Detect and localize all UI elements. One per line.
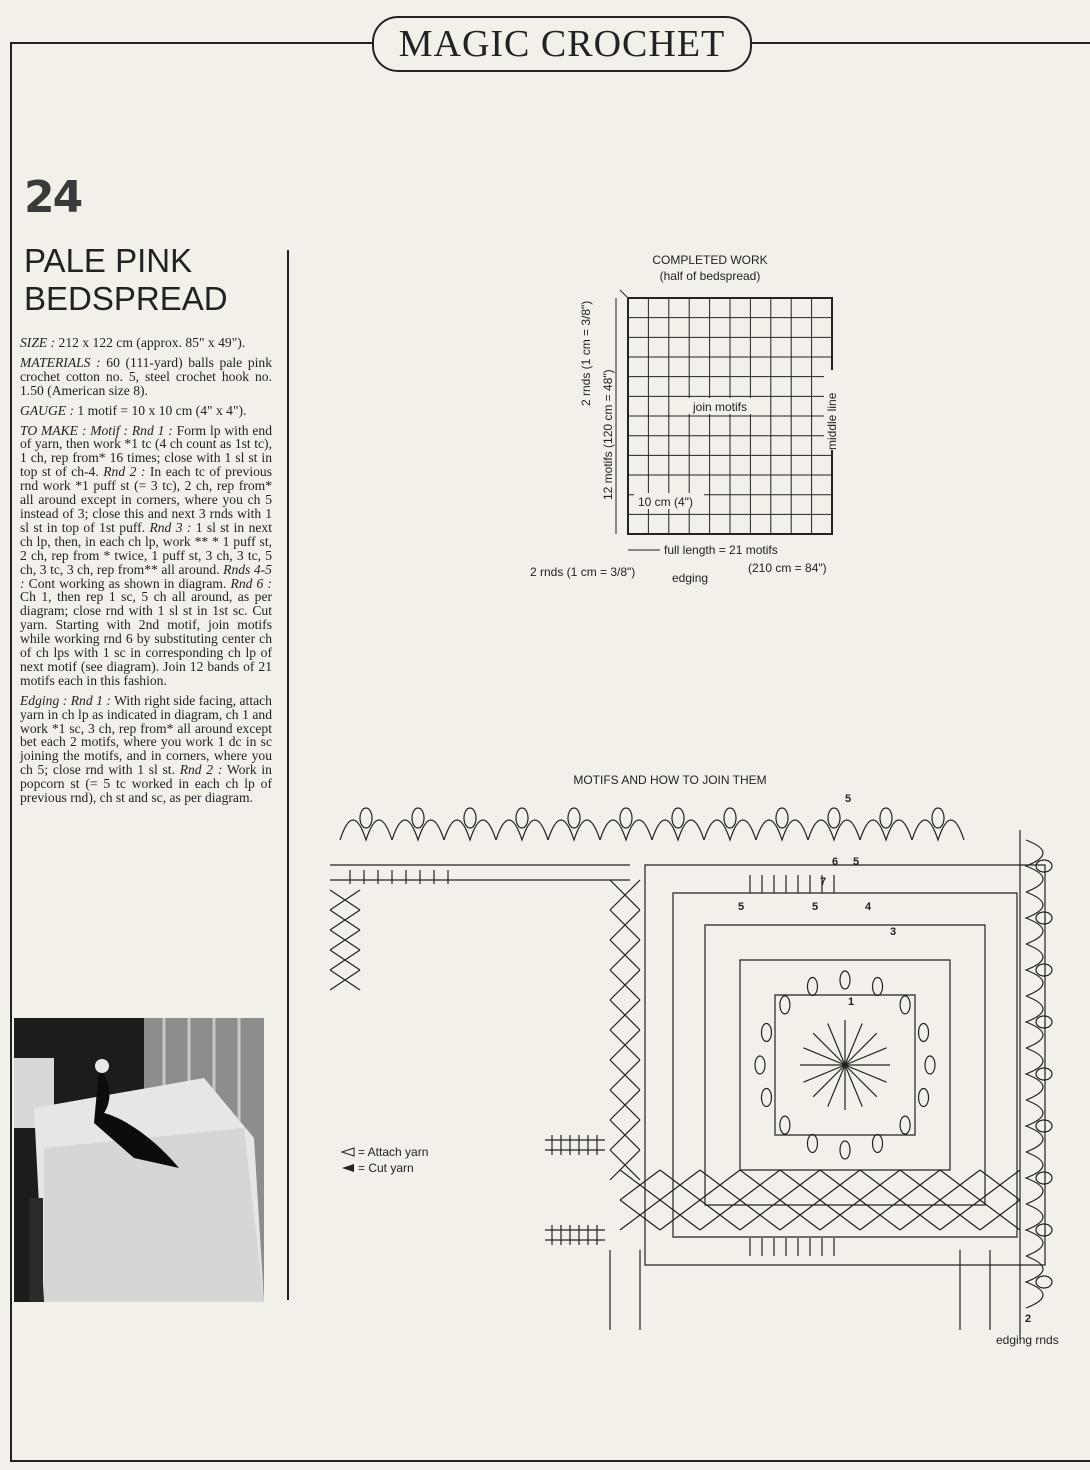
completed-work-diagram xyxy=(520,250,860,590)
round-number-label: 5 xyxy=(845,793,852,805)
completed-work-title: COMPLETED WORK xyxy=(652,253,768,267)
edging-rnds-label: edging rnds xyxy=(996,1333,1059,1347)
round-number-label: 3 xyxy=(890,926,897,938)
bottom-rnds-label: 2 rnds (1 cm = 3/8") xyxy=(530,565,636,579)
pattern-number: 24 xyxy=(24,172,82,223)
round-number-label: 2 xyxy=(1025,1313,1032,1325)
join-motifs-label: join motifs xyxy=(692,400,748,414)
middle-line-label: middle line xyxy=(825,392,839,450)
motifs-diagram-title: MOTIFS AND HOW TO JOIN THEM xyxy=(573,773,767,787)
left-dimension-label: 12 motifs (120 cm = 48") xyxy=(601,369,615,500)
cut-yarn-icon xyxy=(342,1164,354,1172)
round-number-labels xyxy=(738,793,1031,1325)
pattern-title: PALE PINK BEDSPREAD xyxy=(24,242,228,317)
round-number-label: 5 xyxy=(812,901,819,913)
legend-attach-label: = Attach yarn xyxy=(358,1145,429,1159)
magazine-title: MAGIC CROCHET xyxy=(398,23,726,65)
instructions xyxy=(20,336,272,811)
motif-size-label: 10 cm (4") xyxy=(638,495,693,509)
materials-paragraph: MATERIALS : 60 (111-yard) balls pale pink crochet cotton no. 5, steel crochet hook no. 1.50 (American size 8). xyxy=(20,354,272,398)
round-number-label: 6 xyxy=(832,856,839,868)
round-number-label: 4 xyxy=(865,901,872,913)
legend xyxy=(342,1145,428,1175)
round-number-label: 5 xyxy=(853,856,860,868)
round-number-label: 5 xyxy=(738,901,745,913)
round-number-label: 7 xyxy=(820,876,827,888)
bedspread-photo xyxy=(14,1018,264,1302)
page-frame-bottom xyxy=(10,1460,1090,1462)
completed-work-subtitle: (half of bedspread) xyxy=(659,269,761,283)
page-frame-left xyxy=(10,42,12,1462)
corner-mark xyxy=(620,290,628,298)
legend-cut-label: = Cut yarn xyxy=(358,1161,414,1175)
edging-paragraph: Edging : Rnd 1 : With right side facing, attach yarn in ch lp as indicated in diagram, ch 1 and work *1 sc, 3 ch, rep from* all around except bet each 2 motifs, where you work 1 dc in sc joining the motifs, and in corners, where you ch 5; close rnd with 1 sl st. Rnd 2 : Work in popcorn st (= 5 tc worked in each ch lp of previous rnd), ch st and sc, as per diagram. xyxy=(20,692,272,806)
size-paragraph: SIZE : 212 x 122 cm (approx. 85" x 49"). xyxy=(20,335,246,350)
motifs-join-diagram xyxy=(320,770,1070,1370)
crochet-chart-strokes xyxy=(330,808,1052,1340)
top-rnds-label: 2 rnds (1 cm = 3/8") xyxy=(579,300,593,406)
gauge-paragraph: GAUGE : 1 motif = 10 x 10 cm (4" x 4"). xyxy=(20,402,247,418)
attach-yarn-icon xyxy=(342,1148,354,1156)
magazine-header xyxy=(372,16,752,72)
column-divider xyxy=(287,250,289,1300)
full-length-label: full length = 21 motifs xyxy=(664,543,778,557)
edging-label: edging xyxy=(672,571,709,585)
bedroom-photo-illustration xyxy=(14,1018,264,1302)
round-number-label: 1 xyxy=(848,996,855,1008)
full-length-cm-label: (210 cm = 84") xyxy=(748,561,827,575)
to-make-paragraph: TO MAKE : Motif : Rnd 1 : Form lp with end of yarn, then work *1 tc (4 ch count as 1st tc), 1 ch, rep from* 16 times; close with 1 sl st in top st of ch-4. Rnd 2 : In each tc of previous rnd work *1 puff st (= 3 tc), 2 ch, rep from* all around except in corners, where you ch 5 instead of 3; close this and next 3 rnds with 1 sl st in top of 1st puff. Rnd 3 : 1 sl st in next ch lp, then, in each ch lp, work ** * 1 puff st, 2 ch, rep from * twice, 1 puff st, 3 ch, 3 tc, 5 ch, 3 tc, 3 ch, rep from** all around. Rnds 4-5 : Cont working as shown in diagram. Rnd 6 : Ch 1, then rep 1 sc, 5 ch all around, as per diagram; close rnd with 1 sl st in 1st sc. Cut yarn. Starting with 2nd motif, join motifs while working rnd 6 by substituting center ch of ch lps with 1 sc in corresponding ch lp of next motif (see diagram). Join 12 bands of 21 motifs each in this fashion. xyxy=(20,422,273,688)
